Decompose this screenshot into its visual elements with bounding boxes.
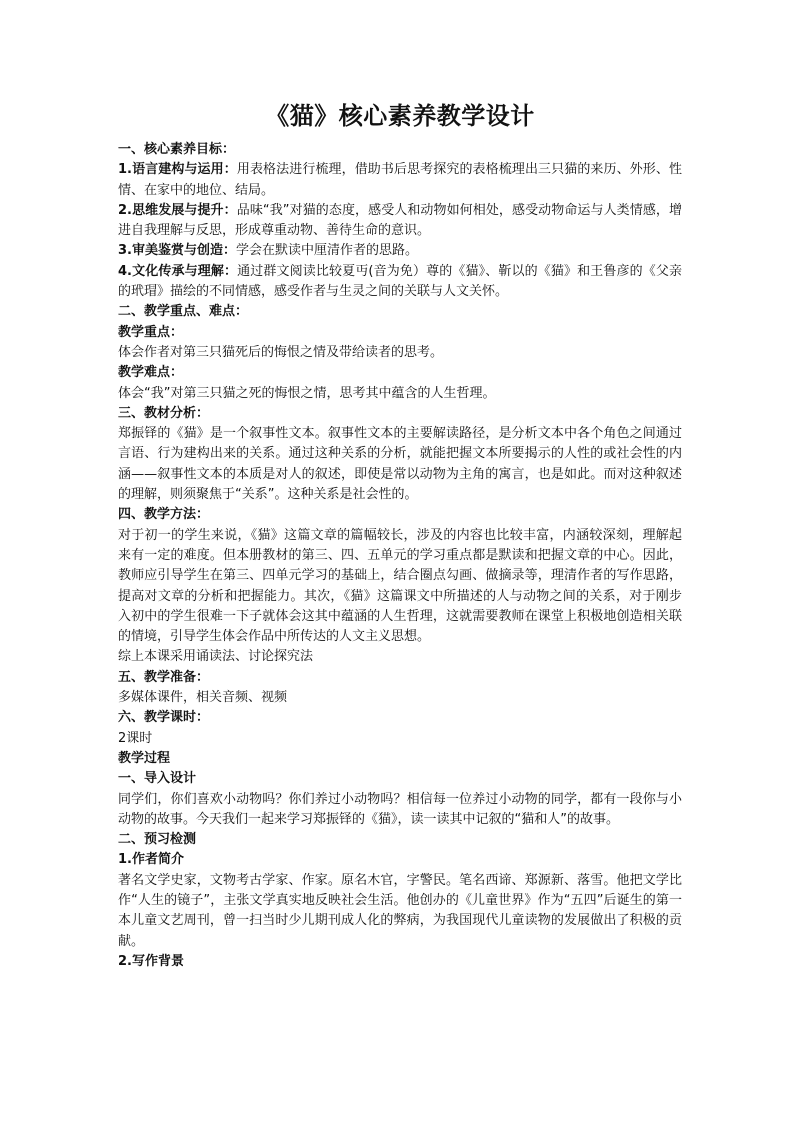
objective-label: 2.思维发展与提升： bbox=[118, 202, 237, 218]
document-title: 《猫》核心素养教学设计 bbox=[265, 102, 535, 130]
document-page bbox=[118, 100, 682, 972]
objective-item bbox=[118, 262, 682, 303]
periods-text: 2课时 bbox=[118, 730, 153, 746]
section-heading-periods: 六、教学课时： bbox=[118, 710, 210, 726]
objective-text: 通过群文阅读比较夏丏(音为免）尊的《猫》、靳以的《猫》和王鲁彦的《父亲的玳瑁》描绘的不同情感，感受作者与生灵之间的关联与人文关怀。 bbox=[118, 263, 682, 300]
section-heading-preparation: 五、教学准备： bbox=[118, 669, 210, 685]
difficulty-text: 体会“我”对第三只猫之死的悔恨之情，思考其中蕴含的人生哲理。 bbox=[118, 385, 496, 401]
process-heading: 教学过程 bbox=[118, 750, 171, 766]
objective-label: 4.文化传承与理解： bbox=[118, 263, 238, 279]
methods-text: 对于初一的学生来说，《猫》这篇文章的篇幅较长，涉及的内容也比较丰富，内涵较深刻，理解起来有一定的难度。但本册教材的第三、四、五单元的学习重点都是默读和把握文章的中心。因此，教师应引导学生在第三、四单元学习的基础上，结合圈点勾画、做摘录等，理清作者的写作思路，提高对文章的分析和把握能力。其次，《猫》这篇课文中所描述的人与动物之间的关系，对于刚步入初中的学生很难一下子就体会这其中蕴涵的人生哲理，这就需要教师在课堂上积极地创造相关联的情境，引导学生体会作品中所传达的人文主义思想。 bbox=[118, 527, 682, 645]
author-heading: 1.作者简介 bbox=[118, 852, 184, 868]
analysis-text: 郑振铎的《猫》是一个叙事性文本。叙事性文本的主要解读路径，是分析文本中各个角色之间通过言语、行为建构出来的关系。通过这种关系的分析，就能把握文本所要揭示的人性的或社会性的内涵——叙事性文本的本质是对人的叙述，即使是常以动物为主角的寓言，也是如此。而对这种叙述的理解，则须聚焦于“关系”。这种关系是社会性的。 bbox=[118, 426, 682, 503]
intro-heading: 一、导入设计 bbox=[118, 771, 197, 787]
preview-heading: 二、预习检测 bbox=[118, 832, 197, 848]
objective-label: 3.审美鉴赏与创造： bbox=[118, 243, 236, 259]
preparation-text: 多媒体课件，相关音频、视频 bbox=[118, 690, 288, 706]
objective-text: 用表格法进行梳理，借助书后思考探究的表格梳理出三只猫的来历、外形、性情、在家中的地位、结局。 bbox=[118, 162, 682, 198]
objective-item bbox=[118, 160, 682, 201]
focus-label: 教学重点： bbox=[118, 324, 184, 340]
objective-label: 1.语言建构与运用： bbox=[118, 162, 237, 178]
background-heading: 2.写作背景 bbox=[118, 953, 184, 969]
section-heading-methods: 四、教学方法： bbox=[118, 507, 210, 523]
difficulty-label: 教学难点： bbox=[118, 365, 184, 381]
focus-text: 体会作者对第三只猫死后的悔恨之情及带给读者的思考。 bbox=[118, 344, 444, 360]
objective-text: 品味“我”对猫的态度，感受人和动物如何相处，感受动物命运与人类情感，增进自我理解与反思，形成尊重动物、善待生命的意识。 bbox=[118, 202, 682, 239]
objective-item bbox=[118, 201, 682, 242]
intro-text: 同学们，你们喜欢小动物吗？你们养过小动物吗？相信每一位养过小动物的同学，都有一段你与小动物的故事。今天我们一起来学习郑振铎的《猫》，读一读其中记叙的“猫和人”的故事。 bbox=[118, 791, 682, 827]
author-text: 著名文学史家，文物考古学家、作家。原名木官，字警民。笔名西谛、郑源新、落雪。他把文学比作“人生的镜子”，主张文学真实地反映社会生活。他创办的《儿童世界》作为“五四”后诞生的第一本儿童文艺周刊，曾一扫当时少儿期刊成人化的弊病，为我国现代儿童读物的发展做出了积极的贡献。 bbox=[118, 872, 682, 949]
methods-summary: 综上本课采用诵读法、讨论探究法 bbox=[118, 649, 314, 665]
section-heading-objectives: 一、核心素养目标： bbox=[118, 142, 236, 157]
objective-item bbox=[118, 241, 682, 261]
objective-text: 学会在默读中厘清作者的思路。 bbox=[235, 243, 418, 259]
section-heading-analysis: 三、教材分析： bbox=[118, 405, 210, 421]
section-heading-key-points: 二、教学重点、难点： bbox=[118, 304, 249, 320]
